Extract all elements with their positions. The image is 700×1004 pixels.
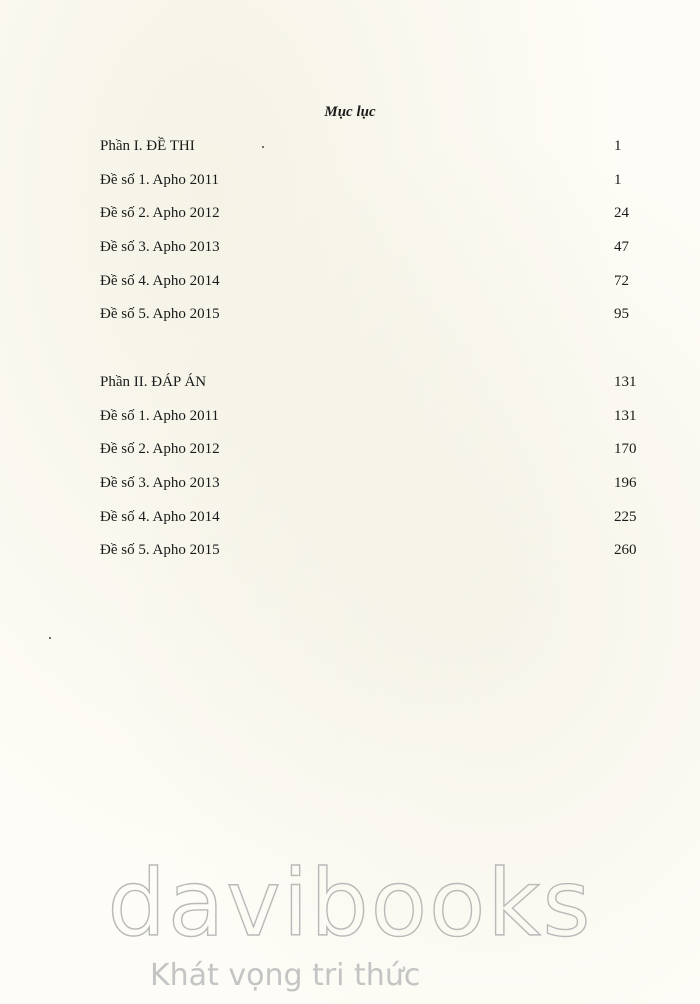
toc-title: Mục lục [324, 104, 376, 120]
toc-page-number: 1 [614, 171, 622, 188]
toc-entry-label: Đề số 2. Apho 2012 [100, 205, 220, 222]
toc-entry [100, 400, 640, 434]
toc-page-number: 1 [614, 138, 622, 155]
toc-entry-label: Đề số 4. Apho 2014 [100, 508, 220, 525]
toc-entry [100, 433, 640, 467]
scan-speck [262, 146, 264, 148]
toc-part-label: Phần I. ĐỀ THI [100, 138, 195, 155]
toc-page-number: 225 [614, 508, 637, 525]
toc-section-answers [100, 366, 640, 568]
toc-part-heading [100, 130, 640, 164]
toc-page-number: 260 [614, 542, 637, 559]
toc-page-number: 170 [614, 441, 637, 458]
watermark-brand: davibooks [107, 850, 593, 957]
toc-entry [100, 264, 640, 298]
toc-page-number: 95 [614, 306, 629, 323]
toc-part-heading [100, 366, 640, 400]
toc-page-number: 196 [614, 475, 637, 492]
toc-entry-label: Đề số 2. Apho 2012 [100, 441, 220, 458]
toc-page-number: 131 [614, 407, 637, 424]
toc-entry [100, 534, 640, 568]
toc-entry [100, 164, 640, 198]
toc-entry-label: Đề số 1. Apho 2011 [100, 171, 220, 188]
toc-entry-label: Đề số 5. Apho 2015 [100, 542, 220, 559]
toc-entry [100, 231, 640, 265]
toc-entry [100, 298, 640, 332]
scan-speck [49, 637, 51, 639]
toc-entry [100, 467, 640, 501]
toc-entry-label: Đề số 5. Apho 2015 [100, 306, 220, 323]
toc-page-number: 47 [614, 239, 629, 256]
toc-page-number: 131 [614, 374, 637, 391]
toc-page-number: 72 [614, 272, 629, 289]
toc-section-exams [100, 130, 640, 332]
toc-entry [100, 500, 640, 534]
toc-page-number: 24 [614, 205, 629, 222]
toc-entry-label: Đề số 1. Apho 2011 [100, 407, 220, 424]
toc-entry [100, 197, 640, 231]
toc-part-label: Phần II. ĐÁP ÁN [100, 374, 207, 391]
watermark-slogan: Khát vọng tri thức [150, 958, 421, 993]
toc-entry-label: Đề số 3. Apho 2013 [100, 239, 220, 256]
toc-entry-label: Đề số 4. Apho 2014 [100, 272, 220, 289]
toc-entry-label: Đề số 3. Apho 2013 [100, 475, 220, 492]
